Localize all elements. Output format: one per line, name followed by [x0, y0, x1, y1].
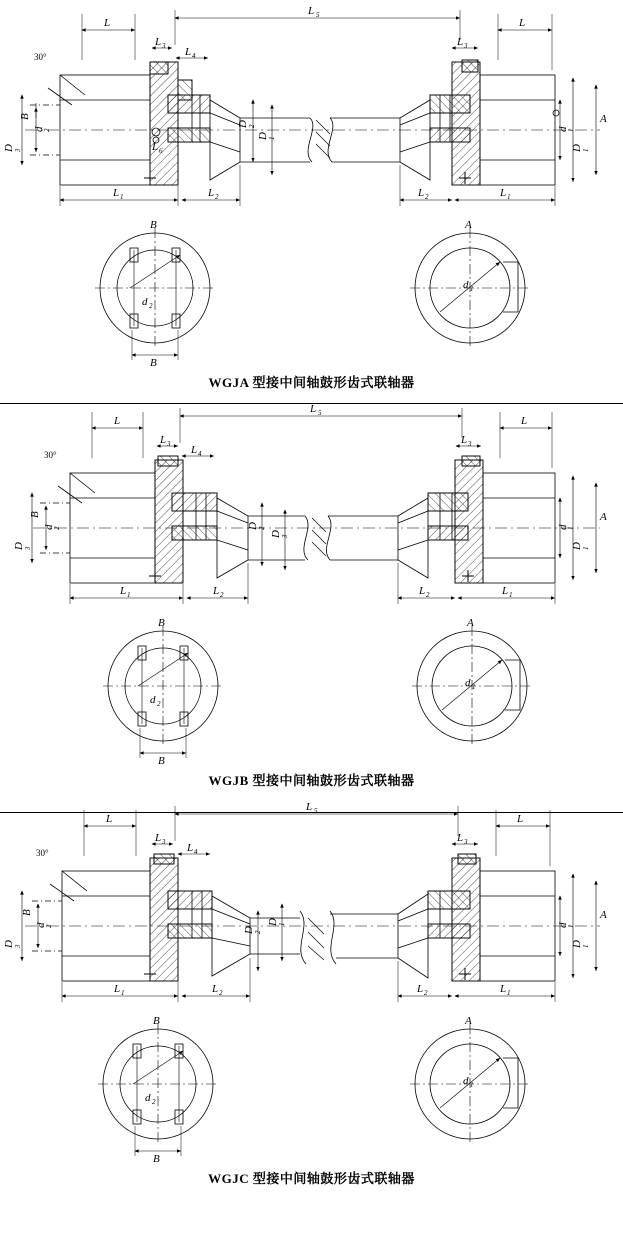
svg-text:1: 1	[567, 924, 575, 928]
section-mark-a: A	[600, 909, 607, 921]
figure-wgjb	[0, 398, 623, 796]
dim-d1-bore: d	[557, 524, 569, 530]
section-callout-b-top: B	[158, 617, 165, 629]
svg-text:5: 5	[318, 409, 322, 417]
figure-wgja	[0, 0, 623, 398]
svg-text:1: 1	[268, 136, 276, 140]
section-bore-d2: d	[142, 296, 148, 308]
angle-label: 30°	[34, 52, 47, 62]
dim-top-left: L	[104, 17, 111, 29]
svg-text:3: 3	[167, 440, 171, 448]
dim-b-key: B	[19, 113, 31, 120]
svg-text:2: 2	[425, 193, 429, 201]
svg-text:1: 1	[582, 148, 590, 152]
dim-top-center: L	[310, 403, 317, 415]
section-callout-b-bottom: B	[150, 357, 157, 369]
svg-text:1: 1	[120, 193, 124, 201]
svg-text:1: 1	[470, 285, 474, 293]
svg-text:4: 4	[192, 52, 196, 60]
dim-l1-right: L	[502, 585, 509, 597]
svg-text:1: 1	[278, 922, 286, 926]
dim-l2-right: L	[418, 187, 425, 199]
svg-text:4: 4	[198, 450, 202, 458]
section-callout-a: A	[465, 1015, 472, 1027]
dim-l1-right: L	[500, 983, 507, 995]
dim-d1-center: D	[267, 918, 279, 926]
svg-text:3: 3	[464, 838, 468, 846]
svg-text:4: 4	[194, 848, 198, 856]
dim-l3-right: L	[457, 832, 464, 844]
dim-b-key: B	[21, 909, 33, 916]
svg-text:2: 2	[215, 193, 219, 201]
svg-text:5: 5	[316, 11, 320, 19]
svg-text:1: 1	[127, 591, 131, 599]
dim-l2-left: L	[212, 983, 219, 995]
dim-d2: D	[237, 120, 249, 128]
svg-text:1: 1	[470, 1081, 474, 1089]
dim-l3-left: L	[155, 832, 162, 844]
dim-b-key: B	[29, 511, 41, 518]
section-bore-d1: d	[465, 677, 471, 689]
dim-l1-left: L	[114, 983, 121, 995]
svg-text:1: 1	[582, 944, 590, 948]
section-bore-d2: d	[150, 694, 156, 706]
dim-d1-center: D	[257, 132, 269, 140]
dim-d2-center: D	[243, 926, 255, 934]
section-mark-a: A	[600, 511, 607, 523]
dim-top-right: L	[521, 415, 528, 427]
angle-label: 30°	[44, 450, 57, 460]
dim-l3-right: L	[461, 434, 468, 446]
svg-text:3: 3	[162, 42, 166, 50]
svg-text:2: 2	[152, 1098, 156, 1106]
wgjc-drawing	[0, 796, 623, 1168]
dim-d1-bore: d	[557, 922, 569, 928]
svg-text:2: 2	[254, 930, 262, 934]
dim-d1-right: D	[571, 542, 583, 550]
svg-text:3: 3	[14, 944, 22, 948]
svg-text:2: 2	[219, 989, 223, 997]
dim-top-center: L	[306, 801, 313, 813]
dim-l2-right: L	[417, 983, 424, 995]
svg-text:2: 2	[248, 124, 256, 128]
dim-d2-bore: d	[35, 922, 47, 928]
figure-caption-wgja: WGJA 型接中间轴鼓形齿式联轴器	[208, 375, 415, 390]
dim-d1-right: D	[571, 144, 583, 152]
svg-text:5: 5	[314, 807, 318, 815]
wgjb-drawing	[0, 398, 623, 770]
svg-text:1: 1	[567, 128, 575, 132]
section-mark-a: A	[600, 113, 607, 125]
dim-d1-right: D	[571, 940, 583, 948]
dim-l4: L	[187, 842, 194, 854]
dim-l2-right: L	[419, 585, 426, 597]
dim-l1-left: L	[113, 187, 120, 199]
svg-text:1: 1	[509, 591, 513, 599]
section-callout-a: A	[465, 219, 472, 231]
dim-l3-right: L	[457, 36, 464, 48]
dim-d3-left: D	[3, 144, 15, 152]
section-callout-b-bottom: B	[158, 755, 165, 767]
svg-text:6: 6	[159, 147, 163, 155]
dim-top-right: L	[517, 813, 524, 825]
svg-text:1: 1	[582, 546, 590, 550]
svg-text:1: 1	[507, 989, 511, 997]
svg-text:3: 3	[281, 534, 289, 538]
svg-text:3: 3	[162, 838, 166, 846]
svg-text:3: 3	[24, 546, 32, 550]
dim-d2-bore: d	[33, 126, 45, 132]
figure-caption-wgjc: WGJC 型接中间轴鼓形齿式联轴器	[208, 1171, 415, 1186]
svg-text:1: 1	[121, 989, 125, 997]
section-callout-b-top: B	[150, 219, 157, 231]
dim-l4: L	[191, 444, 198, 456]
svg-text:2: 2	[258, 526, 266, 530]
svg-text:3: 3	[464, 42, 468, 50]
dim-d1-bore: d	[557, 126, 569, 132]
section-bore-d1: d	[463, 1075, 469, 1087]
svg-text:1: 1	[567, 526, 575, 530]
dim-d3-left: D	[3, 940, 15, 948]
dim-top-left: L	[114, 415, 121, 427]
svg-text:2: 2	[43, 128, 51, 132]
svg-text:1: 1	[507, 193, 511, 201]
section-callout-a: A	[467, 617, 474, 629]
dim-l1-left: L	[120, 585, 127, 597]
dim-top-center: L	[308, 5, 315, 17]
dim-d2-bore: d	[43, 524, 55, 530]
figure-caption-wgjb: WGJB 型接中间轴鼓形齿式联轴器	[208, 773, 415, 788]
section-bore-d2: d	[145, 1092, 151, 1104]
svg-text:3: 3	[14, 148, 22, 152]
dim-l2-left: L	[213, 585, 220, 597]
svg-text:2: 2	[426, 591, 430, 599]
dim-l3-left: L	[155, 36, 162, 48]
svg-text:2: 2	[45, 924, 53, 928]
dim-l6: L	[152, 141, 159, 153]
angle-label: 30°	[36, 848, 49, 858]
figure-wgjc	[0, 796, 623, 1194]
dim-top-right: L	[519, 17, 526, 29]
dim-d3-center: D	[270, 530, 282, 538]
dim-top-left: L	[106, 813, 113, 825]
svg-text:2: 2	[220, 591, 224, 599]
section-callout-b-bottom: B	[153, 1153, 160, 1165]
svg-text:1: 1	[472, 683, 476, 691]
dim-l1-right: L	[500, 187, 507, 199]
wgja-drawing	[0, 0, 623, 372]
dim-d3-left: D	[13, 542, 25, 550]
svg-text:3: 3	[468, 440, 472, 448]
svg-text:2: 2	[149, 302, 153, 310]
svg-text:2: 2	[53, 526, 61, 530]
section-bore-d1: d	[463, 279, 469, 291]
section-callout-b-top: B	[153, 1015, 160, 1027]
dim-l4: L	[185, 46, 192, 58]
svg-text:2: 2	[424, 989, 428, 997]
svg-text:2: 2	[157, 700, 161, 708]
dim-d2-center: D	[247, 522, 259, 530]
dim-l2-left: L	[208, 187, 215, 199]
dim-l3-left: L	[160, 434, 167, 446]
